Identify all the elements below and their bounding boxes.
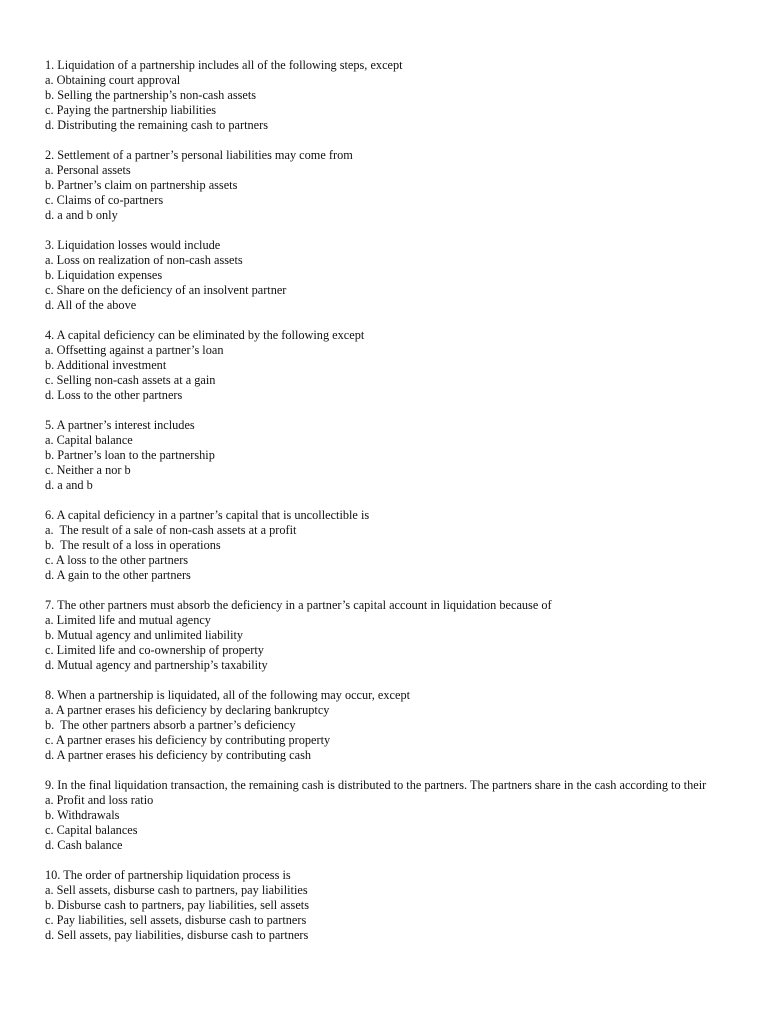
- answer-option-c: c. Pay liabilities, sell assets, disburse cash to partners: [45, 913, 307, 927]
- answer-option-a: a. Offsetting against a partner’s loan: [45, 343, 224, 357]
- answer-option-c: c. Claims of co-partners: [45, 193, 164, 207]
- document-page: [45, 58, 725, 958]
- answer-option-d: d. Loss to the other partners: [45, 388, 183, 402]
- question-7: [45, 598, 725, 673]
- question-9: [45, 778, 725, 853]
- answer-option-d: d. All of the above: [45, 298, 137, 312]
- question-stem: 5. A partner’s interest includes: [45, 418, 195, 432]
- answer-option-d: d. a and b: [45, 478, 93, 492]
- answer-option-b: b. Additional investment: [45, 358, 167, 372]
- answer-option-a: a. Limited life and mutual agency: [45, 613, 211, 627]
- question-stem: 1. Liquidation of a partnership includes all of the following steps, except: [45, 58, 403, 72]
- question-3: [45, 238, 725, 313]
- question-stem: 3. Liquidation losses would include: [45, 238, 221, 252]
- answer-option-b: b. Withdrawals: [45, 808, 120, 822]
- answer-option-c: c. A partner erases his deficiency by contributing property: [45, 733, 331, 747]
- question-5: [45, 418, 725, 493]
- question-8: [45, 688, 725, 763]
- answer-option-a: a. Personal assets: [45, 163, 131, 177]
- question-10: [45, 868, 725, 943]
- answer-option-d: d. Distributing the remaining cash to partners: [45, 118, 269, 132]
- answer-option-b: b. The other partners absorb a partner’s deficiency: [45, 718, 296, 732]
- answer-option-b: b. Mutual agency and unlimited liability: [45, 628, 244, 642]
- answer-option-a: a. Profit and loss ratio: [45, 793, 154, 807]
- answer-option-c: c. Paying the partnership liabilities: [45, 103, 217, 117]
- answer-option-c: c. Neither a nor b: [45, 463, 131, 477]
- answer-option-a: a. Sell assets, disburse cash to partners, pay liabilities: [45, 883, 308, 897]
- answer-option-c: c. Share on the deficiency of an insolvent partner: [45, 283, 287, 297]
- answer-option-a: a. A partner erases his deficiency by declaring bankruptcy: [45, 703, 330, 717]
- question-stem: 10. The order of partnership liquidation process is: [45, 868, 291, 882]
- question-6: [45, 508, 725, 583]
- answer-option-b: b. Selling the partnership’s non-cash assets: [45, 88, 257, 102]
- answer-option-d: d. Cash balance: [45, 838, 123, 852]
- answer-option-d: d. Mutual agency and partnership’s taxability: [45, 658, 268, 672]
- question-1: [45, 58, 725, 133]
- answer-option-d: d. A partner erases his deficiency by contributing cash: [45, 748, 312, 762]
- question-stem: 9. In the final liquidation transaction, the remaining cash is distributed to the partners. The partners share in the cash according to their: [45, 778, 707, 792]
- answer-option-b: b. The result of a loss in operations: [45, 538, 221, 552]
- answer-option-b: b. Partner’s claim on partnership assets: [45, 178, 238, 192]
- question-stem: 8. When a partnership is liquidated, all of the following may occur, except: [45, 688, 411, 702]
- answer-option-a: a. Loss on realization of non-cash assets: [45, 253, 243, 267]
- answer-option-c: c. A loss to the other partners: [45, 553, 189, 567]
- answer-option-a: a. Obtaining court approval: [45, 73, 181, 87]
- answer-option-a: a. Capital balance: [45, 433, 133, 447]
- question-stem: 7. The other partners must absorb the deficiency in a partner’s capital account in liquidation because of: [45, 598, 552, 612]
- answer-option-d: d. a and b only: [45, 208, 118, 222]
- answer-option-c: c. Capital balances: [45, 823, 138, 837]
- question-stem: 4. A capital deficiency can be eliminated by the following except: [45, 328, 365, 342]
- answer-option-d: d. A gain to the other partners: [45, 568, 191, 582]
- answer-option-c: c. Selling non-cash assets at a gain: [45, 373, 216, 387]
- answer-option-c: c. Limited life and co-ownership of property: [45, 643, 264, 657]
- question-stem: 6. A capital deficiency in a partner’s capital that is uncollectible is: [45, 508, 370, 522]
- answer-option-b: b. Liquidation expenses: [45, 268, 163, 282]
- answer-option-d: d. Sell assets, pay liabilities, disburse cash to partners: [45, 928, 309, 942]
- answer-option-b: b. Partner’s loan to the partnership: [45, 448, 215, 462]
- answer-option-a: a. The result of a sale of non-cash assets at a profit: [45, 523, 297, 537]
- question-2: [45, 148, 725, 223]
- answer-option-b: b. Disburse cash to partners, pay liabilities, sell assets: [45, 898, 309, 912]
- question-4: [45, 328, 725, 403]
- question-stem: 2. Settlement of a partner’s personal liabilities may come from: [45, 148, 353, 162]
